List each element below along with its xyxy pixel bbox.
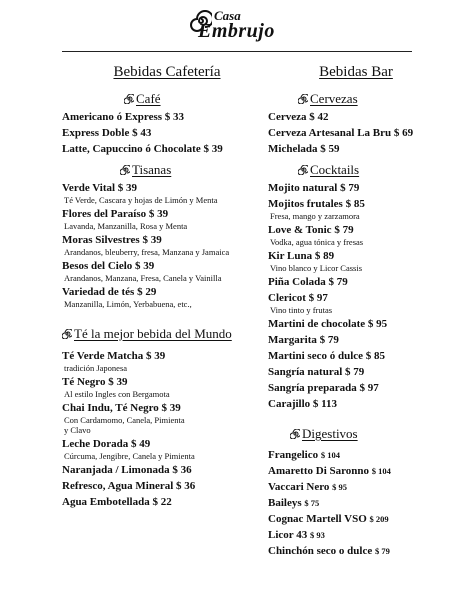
menu-item: Clericot $ 97 Vino tinto y frutas: [268, 292, 333, 315]
spiral-icon: [298, 94, 308, 104]
cafeteria-title: Bebidas Cafetería: [113, 64, 221, 80]
menu-item: Sangría preparada $ 97: [268, 382, 379, 394]
menu-item: Vaccari Nero $ 95: [268, 481, 348, 493]
cafeteria-column: [62, 60, 272, 512]
menu-item: Naranjada / Limonada $ 36: [62, 464, 192, 476]
cervezas-title: Cervezas: [310, 91, 358, 106]
menu-item: Baileys $ 75: [268, 497, 320, 509]
spiral-icon: [120, 165, 130, 175]
menu-item: Carajillo $ 113: [268, 398, 338, 410]
menu-item: Té Negro $ 39 Al estilo Ingles con Bergamota: [62, 376, 170, 399]
bar-title: Bebidas Bar: [319, 64, 393, 80]
logo-text-embrujo: Embrujo: [198, 20, 275, 42]
spiral-icon: [290, 429, 300, 439]
logo: [190, 6, 300, 48]
digestivos-title: Digestivos: [302, 426, 358, 441]
menu-item: Verde Vital $ 39 Té Verde, Cascara y hojas de Limón y Menta: [62, 182, 218, 205]
header-rule: [62, 51, 412, 52]
cervezas-section-title: [298, 91, 444, 107]
menu-item: Martini de chocolate $ 95: [268, 318, 388, 330]
menu-item: Mojitos frutales $ 85 Fresa, mango y zarzamora: [268, 198, 365, 221]
menu-item: Americano ó Express $ 33: [62, 111, 185, 123]
logo-text-casa: Casa: [214, 8, 241, 23]
cocktails-title: Cocktails: [310, 162, 360, 177]
menu-item: Leche Dorada $ 49 Cúrcuma, Jengibre, Canela y Pimienta: [62, 438, 195, 461]
spiral-icon: [298, 165, 308, 175]
menu-item: Licor 43 $ 93: [268, 529, 325, 541]
menu-item: Frangelico $ 104: [268, 449, 340, 461]
menu-item: Mojito natural $ 79: [268, 182, 360, 194]
menu-item: Cerveza $ 42: [268, 111, 329, 123]
te-section-title: [62, 326, 272, 342]
te-title: Té la mejor bebida del Mundo: [74, 326, 232, 341]
tisanas-title: Tisanas: [132, 162, 172, 177]
menu-item: Piña Colada $ 79: [268, 276, 348, 288]
menu-item: Refresco, Agua Mineral $ 36: [62, 480, 196, 492]
menu-item: Sangría natural $ 79: [268, 366, 365, 378]
menu-item: Martini seco ó dulce $ 85: [268, 350, 386, 362]
menu-item: Margarita $ 79: [268, 334, 339, 346]
menu-item: Flores del Paraíso $ 39 Lavanda, Manzanilla, Rosa y Menta: [62, 208, 188, 231]
menu-item: Latte, Capuccino ó Chocolate $ 39: [62, 143, 223, 155]
menu-item: Express Doble $ 43: [62, 127, 152, 139]
menu-item: Chai Indu, Té Negro $ 39 Con Cardamomo, Canela, Pimienta y Clavo: [62, 402, 185, 435]
menu-item: Love & Tonic $ 79 Vodka, agua tónica y fresas: [268, 224, 364, 247]
spiral-icon: [124, 94, 134, 104]
menu-item: Moras Silvestres $ 39 Arandanos, bleuberry, fresa, Manzana y Jamaica: [62, 234, 230, 257]
menu-item: Besos del Cielo $ 39 Arandanos, Manzana, Fresa, Canela y Vainilla: [62, 260, 222, 283]
cafe-title: Café: [136, 91, 161, 106]
menu-item: Té Verde Matcha $ 39 tradición Japonesa: [62, 350, 166, 373]
tisanas-section-title: [120, 162, 272, 178]
bar-column: [268, 60, 444, 561]
spiral-icon: [62, 329, 72, 339]
menu-item: Chinchón seco o dulce $ 79: [268, 545, 390, 557]
menu-item: Amaretto Di Saronno $ 104: [268, 465, 391, 477]
digestivos-section-title: [290, 426, 444, 442]
cocktails-section-title: [298, 162, 444, 178]
menu-item: Michelada $ 59: [268, 143, 340, 155]
menu-item: Agua Embotellada $ 22: [62, 496, 172, 508]
cafe-section-title: [124, 91, 272, 107]
menu-item: Cerveza Artesanal La Bru $ 69: [268, 127, 414, 139]
menu-item: Variedad de tés $ 29 Manzanilla, Limón, Yerbabuena, etc.,: [62, 286, 192, 309]
menu-item: Cognac Martell VSO $ 209: [268, 513, 389, 525]
menu-item: Kir Luna $ 89 Vino blanco y Licor Cassis: [268, 250, 363, 273]
